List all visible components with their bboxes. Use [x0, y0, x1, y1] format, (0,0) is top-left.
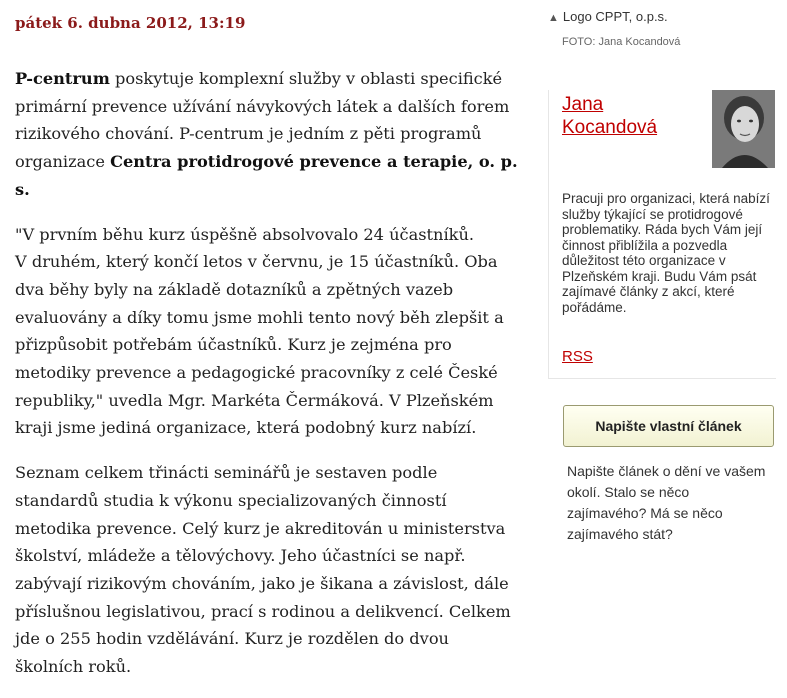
intro-text: poskytuje komplexní služby v oblasti specifické primární prevence užívání návykových látek a dalších forem rizikového chování. P-centrum je jedním z pěti programů organizace: [15, 69, 510, 172]
photo-credit: FOTO: Jana Kocandová: [562, 36, 681, 48]
paragraph-quote: [15, 221, 520, 443]
p-centrum-bold: P-centrum: [15, 69, 110, 88]
logo-caption-text: Logo CPPT, o.p.s.: [562, 9, 668, 24]
write-article-button[interactable]: Napište vlastní článek: [563, 405, 774, 447]
article-body: [15, 65, 520, 698]
author-name-link[interactable]: [562, 93, 657, 139]
paragraph-intro: [15, 65, 520, 204]
paragraph-seminars: Seznam celkem třinácti seminářů je sestaven podle standardů studia k výkonu specializovaných činností metodika prevence. Celý kurz je akreditován u ministerstva školství, mládeže a tělovýchovy. Jeho účastníci se např. zabývají rizikovým chováním, jako je šikana a závislost, dále příslušnou legislativou, prací s rodinou a delikvencí. Celkem jde o 255 hodin vzdělávání. Kurz je rozdělen do dvou školních roků.: [15, 463, 511, 677]
triangle-up-icon: ▲: [548, 12, 559, 24]
image-caption: [548, 9, 668, 24]
organization-name-bold: Centra protidrogové prevence a terapie, o. p. s.: [15, 152, 518, 199]
write-article-description: Napište článek o dění ve vašem okolí. Stalo se něco zajímavého? Má se něco zajímavého stát?: [567, 463, 766, 542]
quote-first-line: "V prvním běhu kurz úspěšně absolvovalo 24 účastníků.: [15, 224, 475, 244]
author-first-name[interactable]: Jana: [562, 94, 604, 115]
author-bio: Pracuji pro organizaci, která nabízí služby týkající se protidrogové problematiky. Ráda bych Vám její činnost přiblížila a pozvedla důležitost této organizace v Plzeňském kraji. Budu Vám psát zajímavé články z akcí, které pořádáme.: [562, 191, 770, 315]
quote-rest: V druhém, který končí letos v červnu, je 15 účastníků. Oba dva běhy byly na základě dotazníků a zpětných vazeb evaluovány a díky tomu jsme mohli tento nový běh zlepšit a přizpůsobit potřebám účastníků. Kurz je zejména pro metodiky prevence a pedagogické pracovníky z celé České republiky," uvedla Mgr. Markéta Čermáková. V Plzeňském kraji jsme jediná organizace, která podobný kurz nabízí.: [15, 252, 504, 438]
author-box: [548, 90, 776, 379]
author-avatar[interactable]: [712, 90, 775, 168]
article-date: pátek 6. dubna 2012, 13:19: [15, 14, 246, 32]
rss-link[interactable]: RSS: [562, 348, 593, 365]
author-last-name[interactable]: Kocandová: [562, 117, 658, 138]
